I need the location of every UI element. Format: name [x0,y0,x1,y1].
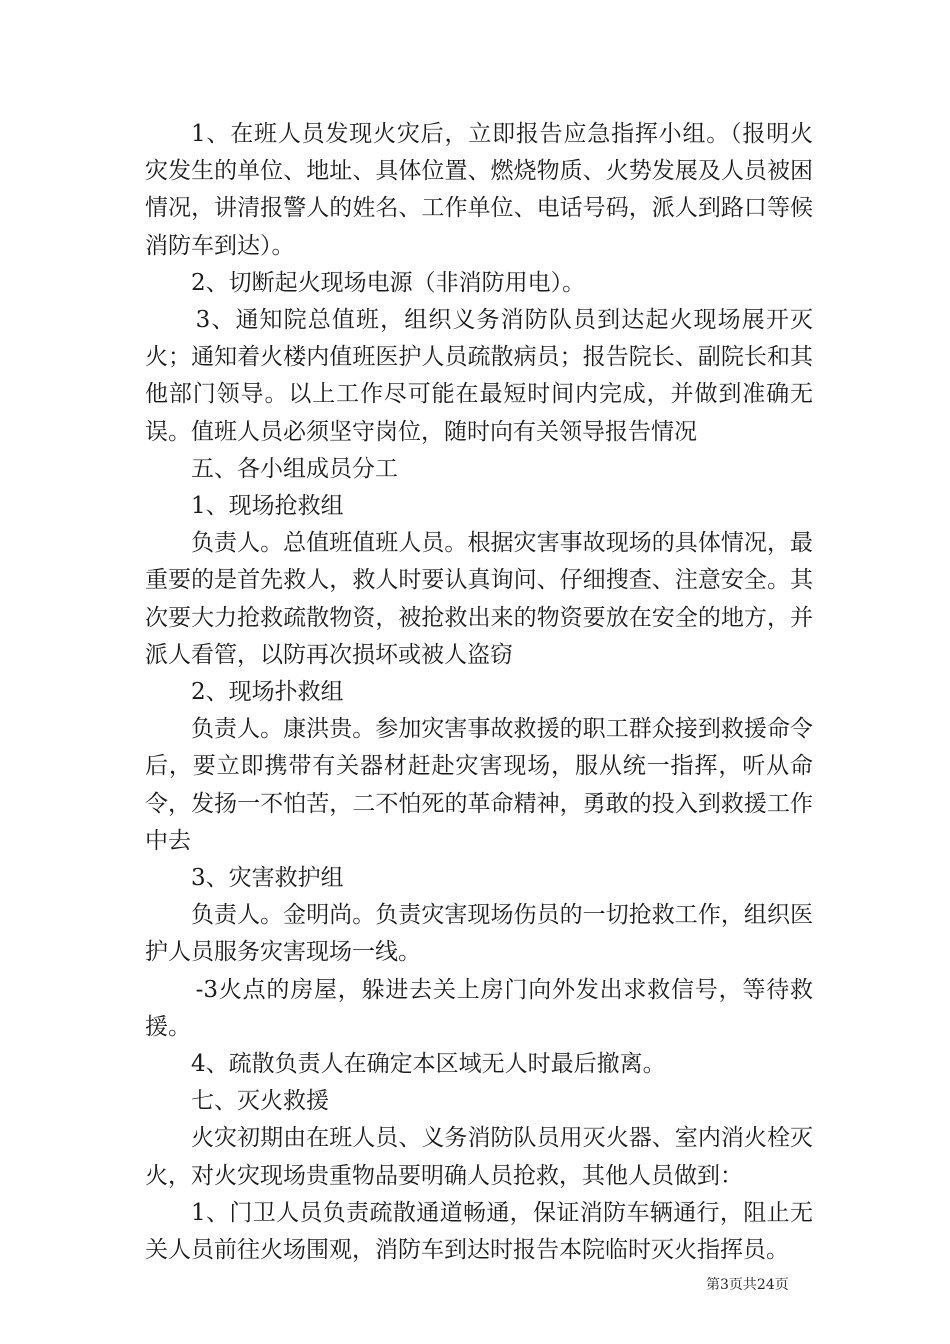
paragraph-evacuation-lead: 4、疏散负责人在确定本区域无人时最后撤离。 [191,1051,666,1078]
paragraph-notify-duty: 3、通知院总值班，组织义务消防队员到达起火现场展开灭火；通知着火楼内值班医护人员疏散病员；报告院长、副院长和其他部门领导。以上工作尽可能在最短时间内完成，并做到准确无误。值班人员必须坚守岗位，随时向有关领导报告情况 [145,307,813,445]
paragraph-rescue-team: 负责人。总值班值班人员。根据灾害事故现场的具体情况，最重要的是首先救人，救人时要认真询问、仔细搜查、注意安全。其次要大力抢救疏散物资，被抢救出来的物资要放在安全的地方，并派人看管，以防再次损坏或被人盗窃 [145,530,813,668]
paragraph-report-fire: 1、在班人员发现火灾后，立即报告应急指挥小组。（报明火灾发生的单位、地址、具体位置、燃烧物质、火势发展及人员被困情况，讲清报警人的姓名、工作单位、电话号码，派人到路口等候消防车到达）。 [145,121,813,259]
section-heading-fire-rescue: 七、灭火救援 [191,1088,329,1115]
paragraph-initial-fire: 火灾初期由在班人员、义务消防队员用灭火器、室内消火栓灭火，对火灾现场贵重物品要明确人员抢救，其他人员做到： [145,1125,813,1189]
document-body [145,116,813,1269]
subheading-firefighting-team: 2、现场扑救组 [191,679,344,706]
paragraph-firefighting-team: 负责人。康洪贵。参加灾害事故救援的职工群众接到救援命令后，要立即携带有关器材赶赴灾害现场，服从统一指挥，听从命令，发扬一不怕苦，二不怕死的革命精神，勇敢的投入到救援工作中去 [145,716,813,854]
paragraph-cut-power: 2、切断起火现场电源（非消防用电）。 [191,269,586,296]
section-heading-team-roles: 五、各小组成员分工 [191,455,398,482]
paragraph-shelter-room: -3火点的房屋，躲进去关上房门向外发出求救信号，等待救援。 [145,976,813,1040]
paragraph-guard-duty: 1、门卫人员负责疏散通道畅通，保证消防车辆通行，阻止无关人员前往火场围观，消防车到达时报告本院临时灭火指挥员。 [145,1199,813,1264]
paragraph-medical-team: 负责人。金明尚。负责灾害现场伤员的一切抢救工作，组织医护人员服务灾害现场一线。 [145,902,813,966]
page-number: 第3页共24页 [706,1277,789,1293]
subheading-medical-team: 3、灾害救护组 [191,865,344,892]
subheading-rescue-team: 1、现场抢救组 [191,493,344,520]
